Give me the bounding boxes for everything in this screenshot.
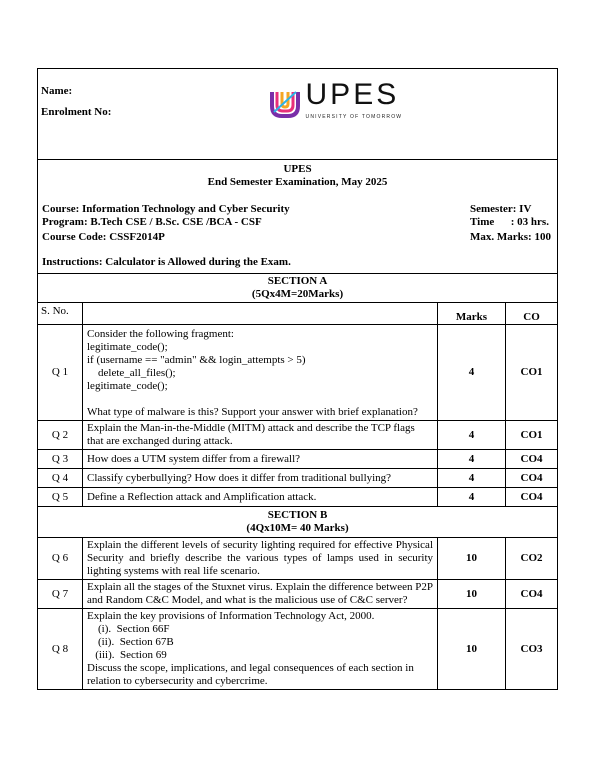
table-row [38,450,558,469]
table-row [38,469,558,488]
col-question [83,303,438,325]
exam-title: End Semester Examination, May 2025 [207,176,388,188]
section-a-title: SECTION A [267,275,328,287]
col-sno: S. No. [38,303,83,325]
col-marks: Marks [438,303,506,325]
table-row [38,538,558,580]
question-marks: 4 [438,325,506,421]
program: Program: B.Tech CSE / B.Sc. CSE /BCA - CSF [42,216,262,228]
question-co: CO2 [506,538,558,580]
course-name: Course: Information Technology and Cyber Security [42,203,290,215]
col-co: CO [506,303,558,325]
question-number: Q 7 [38,580,83,609]
upes-logo [268,78,403,124]
instructions: Instructions: Calculator is Allowed during the Exam. [42,256,291,268]
question-marks: 4 [438,450,506,469]
question-text: How does a UTM system differ from a firewall? [83,450,438,469]
question-text: Explain the Man-in-the-Middle (MITM) attack and describe the TCP flags that are exchanged during attack. [83,421,438,450]
question-number: Q 5 [38,488,83,507]
question-marks: 4 [438,488,506,507]
table-row [38,421,558,450]
question-text: Explain the key provisions of Information Technology Act, 2000. (i). Section 66F (ii). Section 67B (iii). Section 69 Discuss the scope, implications, and legal consequences of each section in relation to cybersecurity and cybercrime. [83,609,438,690]
table-row [38,325,558,421]
university-name: UPES [283,163,312,175]
table-row [38,488,558,507]
table-row [38,580,558,609]
question-co: CO4 [506,450,558,469]
header-row [38,69,558,160]
question-co: CO3 [506,609,558,690]
question-number: Q 8 [38,609,83,690]
question-marks: 10 [438,580,506,609]
section-a-subtitle: (5Qx4M=20Marks) [251,288,344,300]
section-b-subtitle: (4Qx10M= 40 Marks) [246,522,349,534]
question-marks: 4 [438,469,506,488]
question-number: Q 4 [38,469,83,488]
enrolment-label: Enrolment No: [41,106,112,118]
name-label: Name: [41,85,73,97]
question-text: Consider the following fragment: legitimate_code(); if (username == "admin" && login_attempts > 5) delete_all_files(); legitimate_code(); What type of malware is this? Support your answer with brief explanation? [83,325,438,421]
question-text: Explain all the stages of the Stuxnet virus. Explain the difference between P2P and Random C&C Model, and what is the malicious use of C&C server? [83,580,438,609]
question-number: Q 1 [38,325,83,421]
question-number: Q 6 [38,538,83,580]
question-number: Q 3 [38,450,83,469]
exam-paper [37,68,557,690]
question-text: Classify cyberbullying? How does it differ from traditional bullying? [83,469,438,488]
course-code: Course Code: CSSF2014P [42,231,165,243]
semester: Semester: IV [470,203,532,215]
column-header-row [38,303,558,325]
question-co: CO4 [506,488,558,507]
exam-info [38,160,558,274]
logo-wordmark: UPES [305,78,400,111]
question-marks: 10 [438,609,506,690]
question-marks: 10 [438,538,506,580]
question-marks: 4 [438,421,506,450]
logo-cell [305,69,558,160]
upes-logo-mark-icon [268,86,302,120]
logo-tagline: UNIVERSITY OF TOMORROW [305,114,403,120]
section-b-heading [38,507,558,538]
question-co: CO4 [506,469,558,488]
exam-info-row [38,160,558,274]
question-co: CO1 [506,421,558,450]
exam-table [37,68,558,690]
table-row [38,609,558,690]
max-marks: Max. Marks: 100 [470,231,551,243]
question-co: CO1 [506,325,558,421]
exam-time: Time : 03 hrs. [470,216,549,228]
section-b-title: SECTION B [267,509,328,521]
section-a-heading [38,274,558,303]
question-number: Q 2 [38,421,83,450]
question-text: Explain the different levels of security lighting required for effective Physical Security and briefly describe the various types of lamps used in security lighting systems with real life scenario. [83,538,438,580]
question-text: Define a Reflection attack and Amplification attack. [83,488,438,507]
question-co: CO4 [506,580,558,609]
